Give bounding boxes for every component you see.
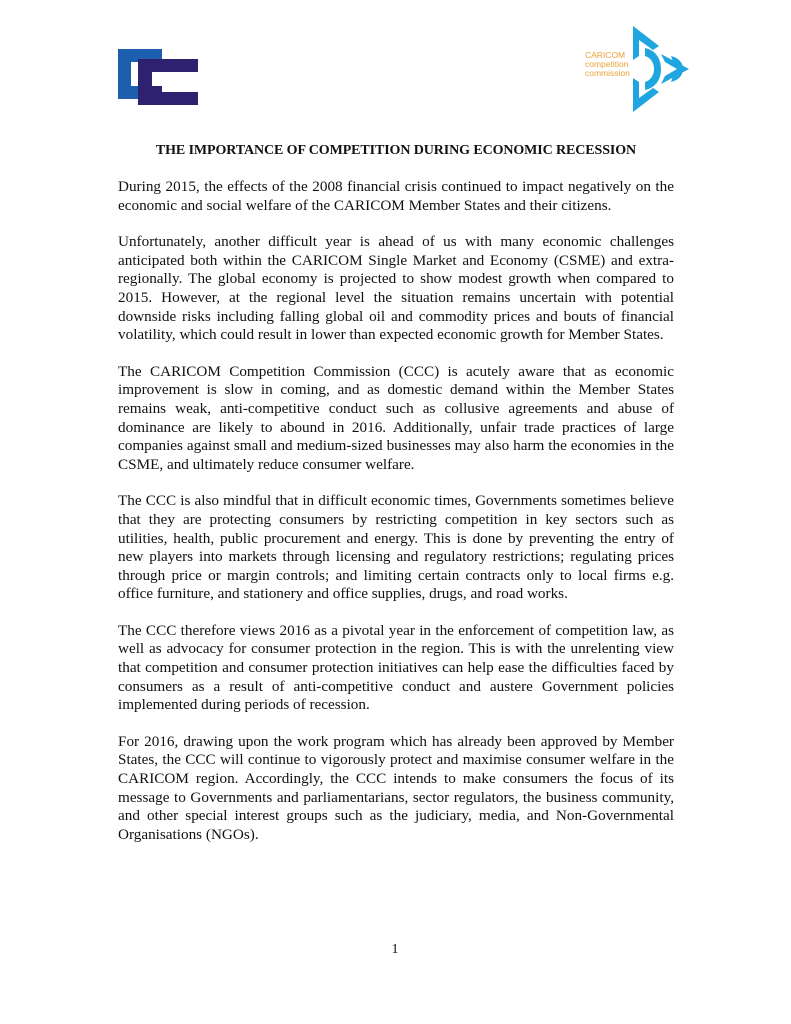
logo-text-line: CARICOM xyxy=(585,50,626,60)
logo-text-line: commission xyxy=(585,68,630,78)
document-title: THE IMPORTANCE OF COMPETITION DURING ECONOMIC RECESSION xyxy=(155,143,637,158)
paragraph: The CCC therefore views 2016 as a pivotal year in the enforcement of competition law, as well as advocacy for consumer protection in the region. This is with the unrelenting view that competition and consumer protection initiatives can help ease the difficulties faced by consumers as a result of anti-competitive conduct and austere Government policies implemented during periods of recession. xyxy=(118,621,674,714)
caricom-competition-commission-logo xyxy=(585,26,697,112)
ccc-arrow-mark-icon xyxy=(631,26,697,112)
paragraph: The CARICOM Competition Commission (CCC) is acutely aware that as economic improvement is slow in coming, and as domestic demand within the Member States remains weak, anti-competitive conduct such as collusive agreements and abuse of dominance are likely to abound in 2016. Additionally, unfair trade practices of large companies against small and medium-sized businesses may also harm the economies in the CSME, and ultimately reduce consumer welfare. xyxy=(118,362,674,473)
page-number: 1 xyxy=(391,942,399,957)
cc-monogram-logo xyxy=(118,45,200,107)
logo-text-line: competition xyxy=(585,59,629,69)
paragraph: During 2015, the effects of the 2008 financial crisis continued to impact negatively on the economic and social welfare of the CARICOM Member States and their citizens. xyxy=(118,178,674,214)
paragraph: For 2016, drawing upon the work program which has already been approved by Member States, the CCC will continue to vigorously protect and maximise consumer welfare in the CARICOM region. Accordingly, the CCC intends to make consumers the focus of its message to Governments and parliamentarians, sector regulators, the business community, and other special interest groups such as the judiciary, media, and Non-Governmental Organisations (NGOs). xyxy=(118,732,674,843)
paragraph: The CCC is also mindful that in difficult economic times, Governments sometimes believe that they are protecting consumers by restricting competition in key sectors such as utilities, health, public procurement and energy. This is done by preventing the entry of new players into markets through licensing and regulatory restrictions; regulating prices through price or margin controls; and limiting certain contracts only to local firms e.g. office furniture, and stationery and office supplies, drugs, and road works. xyxy=(118,492,674,603)
document-body xyxy=(118,178,674,862)
paragraph: Unfortunately, another difficult year is ahead of us with many economic challenges anticipated both within the CARICOM Single Market and Economy (CSME) and extra-regionally. The global economy is projected to show modest growth when compared to 2015. However, at the regional level the situation remains uncertain with potential downside risks including falling global oil and commodity prices and bouts of financial volatility, which could result in lower than expected economic growth for Member States. xyxy=(118,233,674,344)
cc-logo-icon xyxy=(118,45,200,107)
